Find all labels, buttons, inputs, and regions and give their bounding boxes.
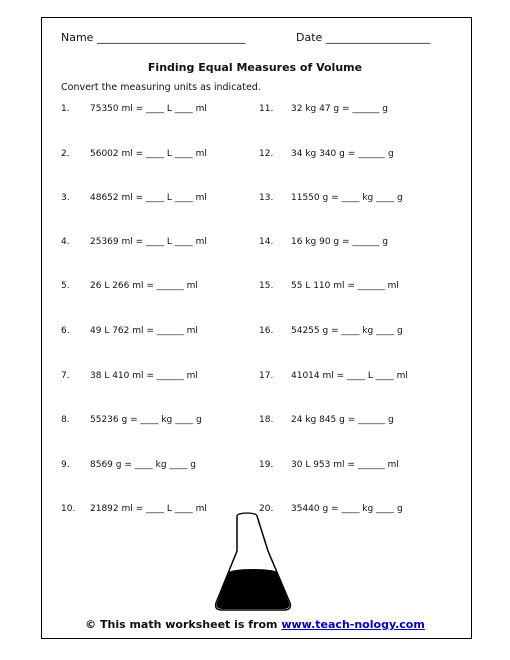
problem-expression: 48652 ml = ____ L ____ ml xyxy=(90,193,207,203)
name-field xyxy=(61,31,245,44)
problem-expression: 55236 g = ____ kg ____ g xyxy=(90,415,202,425)
problem-number: 1. xyxy=(61,104,70,114)
problem-expression: 49 L 762 ml = ______ ml xyxy=(90,326,198,336)
date-label: Date xyxy=(296,31,323,44)
problem-expression: 38 L 410 ml = ______ ml xyxy=(90,371,198,381)
footer-credit xyxy=(0,618,510,631)
problem-number: 6. xyxy=(61,326,70,336)
problem-number: 4. xyxy=(61,237,70,247)
problem-expression: 21892 ml = ____ L ____ ml xyxy=(90,504,207,514)
problem-number: 12. xyxy=(259,149,274,159)
problem-expression: 25369 ml = ____ L ____ ml xyxy=(90,237,207,247)
problem-expression: 54255 g = ____ kg ____ g xyxy=(291,326,403,336)
worksheet-title: Finding Equal Measures of Volume xyxy=(147,61,363,74)
problem-expression: 24 kg 845 g = ______ g xyxy=(291,415,394,425)
footer-link[interactable]: www.teach-nology.com xyxy=(281,618,425,631)
problem-number: 13. xyxy=(259,193,274,203)
problem-number: 18. xyxy=(259,415,274,425)
problem-number: 17. xyxy=(259,371,274,381)
problem-number: 9. xyxy=(61,460,70,470)
footer-prefix: © This math worksheet is from xyxy=(85,618,282,631)
problem-expression: 75350 ml = ____ L ____ ml xyxy=(90,104,207,114)
problem-number: 2. xyxy=(61,149,70,159)
instructions: Convert the measuring units as indicated. xyxy=(61,82,261,93)
problem-number: 20. xyxy=(259,504,274,514)
problem-expression: 16 kg 90 g = ______ g xyxy=(291,237,388,247)
problem-expression: 41014 ml = ____ L ____ ml xyxy=(291,371,408,381)
date-blank: ___________________ xyxy=(325,31,431,44)
problem-expression: 30 L 953 ml = ______ ml xyxy=(291,460,399,470)
problem-expression: 34 kg 340 g = ______ g xyxy=(291,149,394,159)
problem-number: 5. xyxy=(61,281,70,291)
problem-number: 3. xyxy=(61,193,70,203)
problem-number: 8. xyxy=(61,415,70,425)
problem-expression: 11550 g = ____ kg ____ g xyxy=(291,193,403,203)
problem-expression: 56002 ml = ____ L ____ ml xyxy=(90,149,207,159)
name-blank: ___________________________ xyxy=(96,31,246,44)
problem-number: 16. xyxy=(259,326,274,336)
problem-number: 11. xyxy=(259,104,274,114)
problem-number: 10. xyxy=(61,504,76,514)
problem-expression: 55 L 110 ml = ______ ml xyxy=(291,281,399,291)
flask-icon xyxy=(210,511,302,613)
problem-expression: 8569 g = ____ kg ____ g xyxy=(90,460,196,470)
problem-number: 19. xyxy=(259,460,274,470)
problem-number: 15. xyxy=(259,281,274,291)
problem-expression: 35440 g = ____ kg ____ g xyxy=(291,504,403,514)
problem-number: 7. xyxy=(61,371,70,381)
name-label: Name xyxy=(61,31,94,44)
problem-expression: 32 kg 47 g = ______ g xyxy=(291,104,388,114)
date-field xyxy=(296,31,430,44)
problem-number: 14. xyxy=(259,237,274,247)
problem-expression: 26 L 266 ml = ______ ml xyxy=(90,281,198,291)
